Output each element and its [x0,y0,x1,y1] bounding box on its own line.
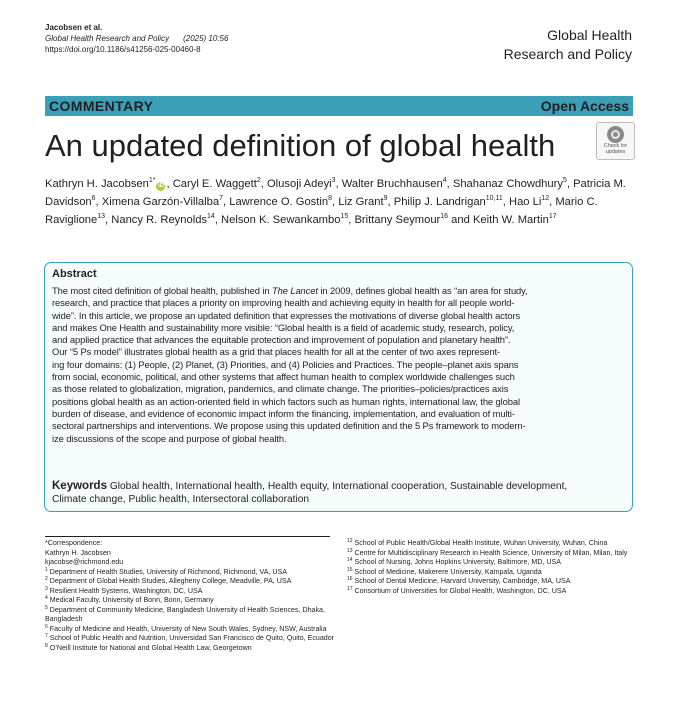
footnote: $^1$ Department of Health Studies, University of Richmond, Richmond, VA, USA [45,566,287,576]
journal-name-line1: Global Health [547,27,632,43]
footnote: $^8$ O’Neill Institute for National and Global Health Law, Georgetown [45,642,252,652]
author-affiliation: 2 [256,177,261,184]
abstract-text [52,285,630,445]
author-list: Kathryn H. Jacobsen$^{1*}$iD , Caryl E. Waggett$^2$, Olusoji Adeyi$^3$, Walter Bruchhausen$^4$, Shahanaz Chowdhury$^5$, Patricia M. Davidson$^6$, Ximena Garzón-Villalba$^7$, Lawrence O. Gostin$^8$, Liz Grant$^9$, Philip J. Landrigan$^{10,11}$, Hao Li$^{12}$, Mario C. Raviglione$^{13}$, Nancy R. Reynolds$^{14}$, Nelson K. Sewankambo$^{15}$, Brittany Seymour$^{16}$ and Keith W. Martin$^{17}$ [45,177,626,226]
footnote: $^5$ Department of Community Medicine, Bangladesh University of Health Sciences, Dhaka, Bangladesh [45,604,325,623]
author-name: Mario C. Raviglione [45,196,598,226]
keywords-line2: Climate change, Public health, Intersectoral collaboration [52,494,310,505]
citation-year: (2025) 10:56 [183,34,229,43]
author-name: Keith W. Martin [472,214,549,226]
author-name: Ximena Garzón-Villalba [101,196,220,208]
abstract-heading: Abstract [52,268,97,280]
footnote: $^2$ Department of Global Health Studies, Allegheny College, Meadville, PA, USA [45,576,292,585]
author-name: Nancy R. Reynolds [111,214,208,226]
open-access-label: Open Access [540,98,629,114]
author-affiliation: 7 [219,195,223,202]
author-affiliation: 8 [328,195,332,202]
footnote: $^{12}$ School of Public Health/Global Health Institute, Wuhan University, Wuhan, China [347,538,608,547]
author-affiliation: 15 [340,213,349,220]
author-name: Kathryn H. Jacobsen [45,178,149,190]
author-affiliation: 5 [562,177,567,184]
abstract-line: research, and practice that places a priority on improving health and achieving equity in health for all people world- [52,297,515,309]
footnote: Kathryn H. Jacobsen [45,548,111,557]
footnote: $^{16}$ School of Dental Medicine, Harvard University, Cambridge, MA, USA [347,576,571,585]
footnote: kjacobse@richmond.edu [45,558,124,566]
keywords-label: Keywords [52,480,107,492]
check-updates-line2: updates [605,149,626,155]
keywords-block [52,480,627,506]
footnote: $^3$ Resilient Health Systems, Washington, DC, USA [45,585,203,595]
author-affiliation: 14 [207,213,215,220]
author-name: Nelson K. Sewankambo [221,214,341,226]
author-affiliation: 16 [440,213,449,220]
author-name: Caryl E. Waggett [172,178,257,190]
citation-journal-line [45,33,228,44]
footnote: $^{14}$ School of Nursing, Johns Hopkins University, Baltimore, MD, USA [347,557,561,566]
author-name: Olusoji Adeyi [266,178,332,190]
footnote: $^{13}$ Centre for Multidisciplinary Research in Health Science, University of Milan, Milan, Italy [347,547,628,557]
article-type-label: COMMENTARY [49,98,154,114]
author-name: Philip J. Landrigan [393,196,486,208]
author-affiliation: 6 [91,195,96,202]
check-updates-icon [607,126,624,143]
journal-name-line2: Research and Policy [503,46,632,62]
author-affiliation: 1* [148,177,156,184]
abstract-line: burden of disease, and evidence of economic impact inform the financing, implementation, and evaluation of multi- [52,407,515,419]
journal-logo [504,26,632,64]
footnote: *Correspondence: [45,539,103,547]
author-affiliation: 9 [383,195,388,202]
author-affiliation: 17 [548,213,557,220]
footnote: $^{17}$ Consortium of Universities for Global Health, Washington, DC, USA [347,585,567,595]
author-affiliation: 4 [442,177,447,184]
author-name: Shahanaz Chowdhury [452,178,563,190]
footnotes-left [45,539,340,653]
article-type-banner [45,96,633,116]
citation-block [45,22,228,55]
author-name: Brittany Seymour [354,214,441,226]
citation-journal: Global Health Research and Policy [45,34,170,43]
check-updates-line1: Check for [603,143,628,149]
abstract-line: sectoral partnerships and interventions. We propose using this updated definition and the 5 Ps framework to modern- [52,420,526,432]
abstract-line: Our “5 Ps model” illustrates global health as a grid that places health for all at the center of two axes represent- [52,346,501,358]
abstract-line: ize discussions of the scope and purpose of global health. [52,432,287,444]
abstract-line: positions global health as an action-oriented field in which factors such as human rights, international law, the global [52,395,520,407]
footnote: $^6$ Faculty of Medicine and Health, University of New South Wales, Sydney, NSW, Australia [45,623,327,633]
abstract-line: wide”. In this article, we propose an updated definition that expresses the motivations of diverse global health actors [52,309,521,321]
abstract-line: and makes One Health and sustainability more visible: “Global health is a field of academic study, research, policy, [52,321,515,333]
orcid-icon[interactable]: iD [157,183,164,189]
citation-authors: Jacobsen et al. [45,23,103,32]
author-name: Lawrence O. Gostin [229,196,329,208]
footnote: $^7$ School of Public Health and Nutrition, Universidad San Francisco de Quito, Quito, Ecuador [45,633,335,642]
footnotes-right [347,539,637,596]
author-name: Hao Li [509,196,542,208]
footnote: $^4$ Medical Faculty, University of Bonn, Bonn, Germany [45,595,214,604]
author-affiliation: 13 [97,213,106,220]
footnote-divider [45,536,330,537]
footnote: $^{15}$ School of Medicine, Makerere University, Kampala, Uganda [347,566,542,576]
abstract-line: as those related to globalization, migration, pandemics, and climate change. The priorities–policies/practices axis [52,383,509,395]
abstract-line: and applied practice that advances the equitable protection and improvement of population and planetary health”. [52,334,511,346]
article-title: An updated definition of global health [45,128,556,163]
abstract-line: from social, economic, political, and other systems that affect human health to complex worldwide challenges such [52,371,515,383]
author-affiliation: 3 [331,177,336,184]
abstract-line: ing four domains: (1) People, (2) Planet, (3) Priorities, and (4) Policies and Practices. The people–planet axis spans [52,358,519,370]
keywords-line1: Global health, International health, Health equity, International cooperation, Sustainable development, [109,481,568,492]
author-name: Walter Bruchhausen [341,178,443,190]
author-name: Patricia M. Davidson [45,178,626,208]
check-for-updates-button[interactable] [596,122,635,160]
author-affiliation: 12 [541,195,550,202]
author-affiliation: 10,11 [485,195,503,202]
citation-doi[interactable]: https://doi.org/10.1186/s41256-025-00460-8 [45,45,201,54]
author-name: Liz Grant [338,196,384,208]
abstract-line: The most cited definition of global health, published in The Lancet in 2009, defines global health as “an area for study, [52,285,528,296]
